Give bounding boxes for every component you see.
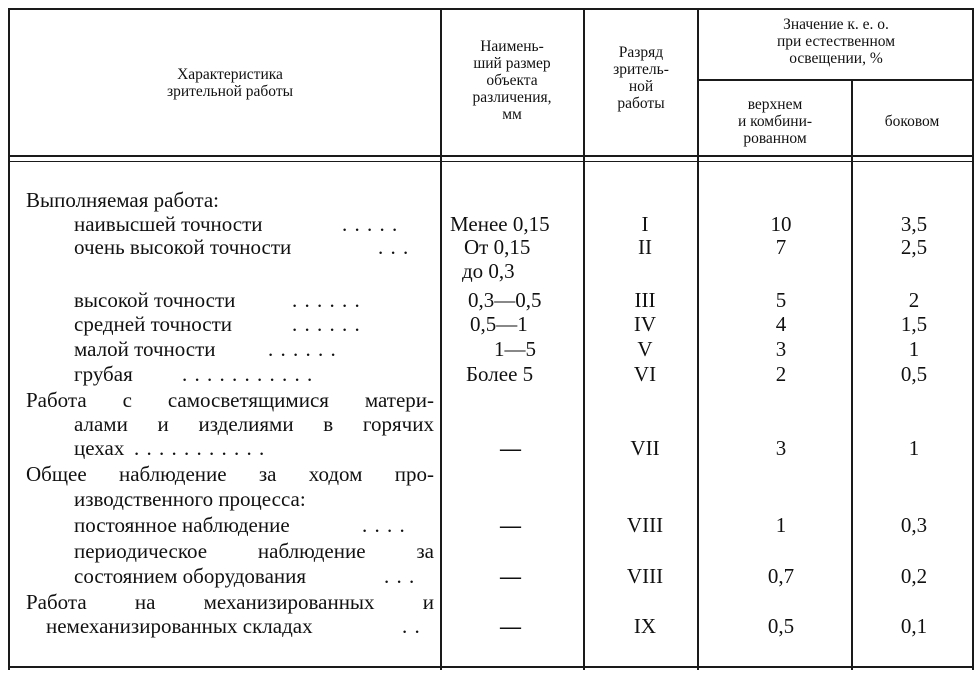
row-label: постоянное наблюдение bbox=[74, 513, 290, 537]
header-line: ной bbox=[628, 78, 654, 95]
leader-dots: . . . . . . bbox=[292, 288, 361, 312]
word: и bbox=[422, 590, 434, 614]
row-label: немеханизированных складах bbox=[46, 614, 313, 638]
word: Работа bbox=[26, 590, 87, 614]
header-line: зрительной работы bbox=[166, 83, 294, 100]
word: горячих bbox=[362, 412, 434, 436]
column-divider-2 bbox=[583, 10, 585, 670]
word: в bbox=[323, 412, 334, 436]
leader-dots: . . . . . bbox=[342, 212, 399, 236]
leader-dots: . . . . bbox=[362, 513, 406, 537]
row-label: цехах bbox=[74, 436, 125, 460]
word: матери- bbox=[364, 388, 434, 412]
row-label: малой точности bbox=[74, 337, 216, 361]
side-keo-cell: 1,5 bbox=[900, 312, 928, 336]
header-line: объекта bbox=[486, 72, 538, 89]
top-keo-cell: 10 bbox=[770, 212, 792, 236]
size-cell: — bbox=[500, 513, 521, 537]
row-label: наивысшей точности bbox=[74, 212, 263, 236]
side-keo-cell: 1 bbox=[908, 337, 920, 361]
size-cell: — bbox=[500, 614, 521, 638]
top-keo-cell: 0,5 bbox=[767, 614, 795, 638]
word: механизированных bbox=[203, 590, 375, 614]
top-keo-cell: 7 bbox=[775, 235, 787, 259]
header-line: Характеристика bbox=[177, 66, 283, 83]
word: изделиями bbox=[198, 412, 294, 436]
header-line: Значение к. е. о. bbox=[783, 16, 889, 33]
grade-cell: VI bbox=[633, 362, 657, 386]
size-cell: 1—5 bbox=[494, 337, 536, 361]
table-border-left bbox=[8, 10, 10, 670]
top-keo-cell: 3 bbox=[775, 337, 787, 361]
word: периодическое bbox=[74, 539, 208, 563]
word: наблюдение bbox=[118, 462, 227, 486]
row-label: Выполняемая работа: bbox=[26, 188, 219, 212]
header-line: и комбини- bbox=[737, 113, 813, 130]
size-cell: 0,5—1 bbox=[470, 312, 528, 336]
row-label: грубая bbox=[74, 362, 133, 386]
top-keo-cell: 5 bbox=[775, 288, 787, 312]
header-grade bbox=[586, 44, 696, 112]
header-line: боковом bbox=[884, 113, 940, 130]
word: Работа bbox=[26, 388, 87, 412]
word: Общее bbox=[26, 462, 87, 486]
header-line: зритель- bbox=[613, 61, 669, 78]
table-top-border bbox=[8, 8, 974, 10]
top-keo-cell: 3 bbox=[775, 436, 787, 460]
grade-cell: I bbox=[641, 212, 649, 236]
grade-cell: IX bbox=[633, 614, 657, 638]
grade-cell: III bbox=[634, 288, 656, 312]
grade-cell: VII bbox=[630, 436, 660, 460]
leader-dots: . . . bbox=[384, 564, 416, 588]
header-line: освещении, % bbox=[789, 50, 883, 67]
grade-cell: II bbox=[638, 235, 652, 259]
row-label: изводственного процесса: bbox=[74, 487, 306, 511]
size-cell: От 0,15 bbox=[464, 235, 531, 259]
word: и bbox=[157, 412, 169, 436]
side-keo-cell: 2,5 bbox=[900, 235, 928, 259]
header-min-size bbox=[443, 38, 581, 123]
size-cell: Более 5 bbox=[466, 362, 534, 386]
row-label: состоянием оборудования bbox=[74, 564, 307, 588]
side-keo-cell: 0,1 bbox=[900, 614, 928, 638]
leader-dots: . . . . . . . . . . . bbox=[182, 362, 314, 386]
word: на bbox=[134, 590, 156, 614]
row-label-justified bbox=[26, 589, 434, 615]
header-line: верхнем bbox=[747, 96, 803, 113]
leader-dots: . . . bbox=[378, 235, 410, 259]
header-side bbox=[853, 113, 971, 130]
size-cell: — bbox=[500, 436, 521, 460]
header-line: работы bbox=[617, 95, 665, 112]
side-keo-cell: 2 bbox=[908, 288, 920, 312]
word: самосветящимися bbox=[167, 388, 329, 412]
side-keo-cell: 3,5 bbox=[900, 212, 928, 236]
top-keo-cell: 1 bbox=[775, 513, 787, 537]
table-bottom-border bbox=[8, 666, 974, 668]
grade-cell: V bbox=[637, 337, 653, 361]
word: наблюдение bbox=[257, 539, 366, 563]
size-cell: 0,3—0,5 bbox=[468, 288, 542, 312]
header-line: Наимень- bbox=[480, 38, 544, 55]
side-keo-cell: 0,5 bbox=[900, 362, 928, 386]
row-label: очень высокой точности bbox=[74, 235, 292, 259]
row-label-justified bbox=[74, 411, 434, 437]
size-cell: — bbox=[500, 564, 521, 588]
header-line: мм bbox=[502, 106, 522, 123]
grade-cell: IV bbox=[633, 312, 657, 336]
header-line: ший размер bbox=[473, 55, 551, 72]
row-label-justified bbox=[26, 387, 434, 413]
side-keo-cell: 0,2 bbox=[900, 564, 928, 588]
word: за bbox=[258, 462, 277, 486]
row-label-justified bbox=[26, 461, 434, 487]
top-keo-cell: 2 bbox=[775, 362, 787, 386]
top-keo-cell: 0,7 bbox=[767, 564, 795, 588]
subheader-divider bbox=[697, 79, 974, 81]
top-keo-cell: 4 bbox=[775, 312, 787, 336]
size-cell: до 0,3 bbox=[462, 259, 515, 283]
header-top-combined bbox=[700, 96, 850, 147]
leader-dots: . . . . . . bbox=[292, 312, 361, 336]
word: про- bbox=[394, 462, 434, 486]
header-rule-2 bbox=[8, 161, 974, 162]
side-keo-cell: 0,3 bbox=[900, 513, 928, 537]
leader-dots: . . bbox=[402, 614, 421, 638]
header-visual-work bbox=[90, 66, 370, 100]
header-keo-group bbox=[700, 16, 972, 67]
column-divider-1 bbox=[440, 10, 442, 670]
word: ходом bbox=[308, 462, 363, 486]
leader-dots: . . . . . . bbox=[268, 337, 337, 361]
header-line: различения, bbox=[472, 89, 552, 106]
header-rule-1 bbox=[8, 155, 974, 157]
header-line: рованном bbox=[743, 130, 807, 147]
word: с bbox=[122, 388, 132, 412]
side-keo-cell: 1 bbox=[908, 436, 920, 460]
row-label-justified bbox=[74, 538, 434, 564]
leader-dots: . . . . . . . . . . . bbox=[134, 436, 266, 460]
word: алами bbox=[74, 412, 128, 436]
header-line: Разряд bbox=[618, 44, 664, 61]
grade-cell: VIII bbox=[626, 513, 664, 537]
word: за bbox=[416, 539, 434, 563]
row-label: высокой точности bbox=[74, 288, 236, 312]
grade-cell: VIII bbox=[626, 564, 664, 588]
size-cell: Менее 0,15 bbox=[450, 212, 550, 236]
table-border-right bbox=[972, 10, 974, 670]
header-line: при естественном bbox=[776, 33, 895, 50]
row-label: средней точности bbox=[74, 312, 233, 336]
